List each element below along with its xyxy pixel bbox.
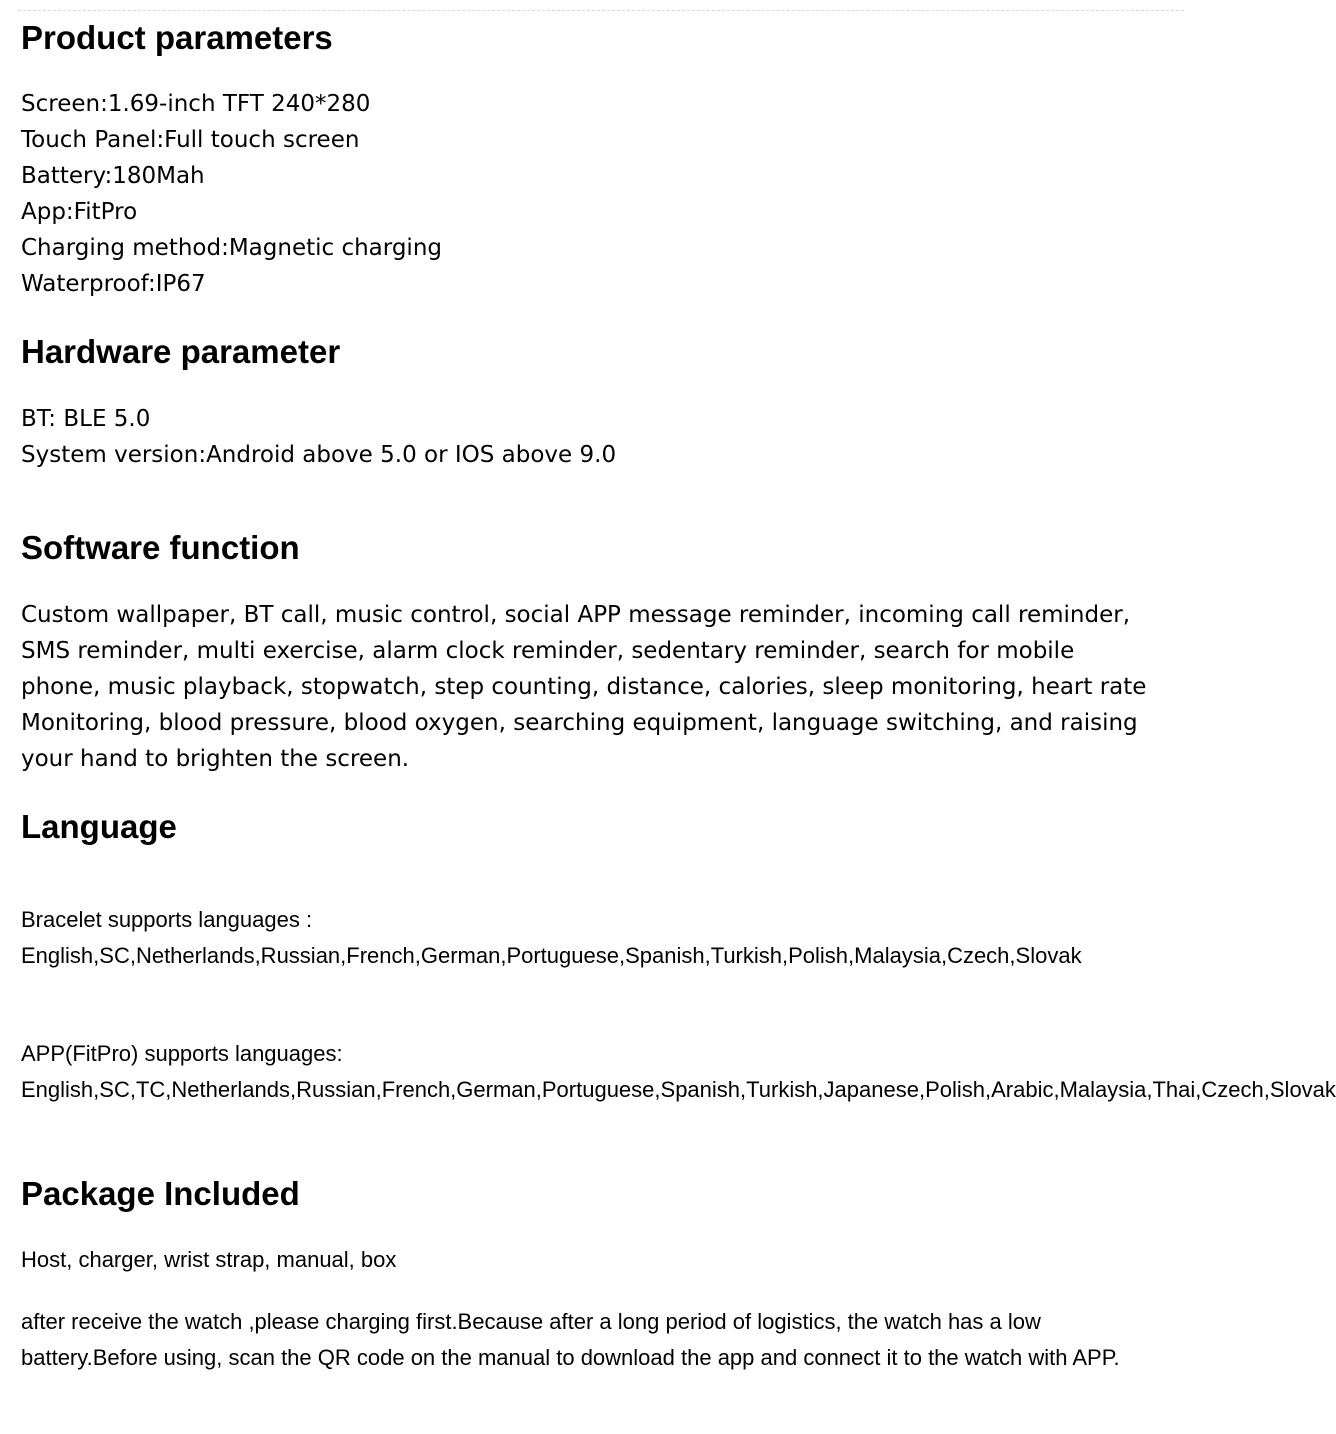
product-parameters-heading: Product parameters	[21, 19, 333, 56]
software-function-block	[21, 597, 1151, 777]
bracelet-languages-block	[21, 902, 1146, 974]
bracelet-languages-list: English,SC,Netherlands,Russian,French,German,Portuguese,Spanish,Turkish,Polish,Malaysia,Czech,Slovak	[21, 943, 1082, 968]
package-items: Host, charger, wrist strap, manual, box	[21, 1247, 397, 1272]
software-function-heading: Software function	[21, 529, 300, 566]
param-touch-panel: Touch Panel:Full touch screen	[21, 127, 360, 153]
package-included-heading: Package Included	[21, 1175, 300, 1212]
param-screen: Screen:1.69-inch TFT 240*280	[21, 91, 371, 117]
language-heading: Language	[21, 808, 177, 845]
app-languages-list: English,SC,TC,Netherlands,Russian,French,German,Portuguese,Spanish,Turkish,Japanese,Polish,Arabic,Malaysia,Thai,Czech,Slovak	[21, 1077, 1336, 1102]
hw-system-version: System version:Android above 5.0 or IOS above 9.0	[21, 442, 617, 468]
top-divider	[18, 10, 1184, 11]
package-note: after receive the watch ,please charging first.Because after a long period of logistics, the watch has a low battery.Before using, scan the QR code on the manual to download the app and connect it to the watch with APP.	[21, 1309, 1120, 1370]
param-waterproof: Waterproof:IP67	[21, 271, 206, 297]
hw-bt: BT: BLE 5.0	[21, 406, 151, 432]
package-items-block	[21, 1242, 396, 1278]
package-note-block	[21, 1304, 1136, 1376]
product-parameters-list	[21, 86, 442, 302]
app-languages-block	[21, 1036, 1336, 1108]
param-battery: Battery:180Mah	[21, 163, 205, 189]
software-function-text: Custom wallpaper, BT call, music control, social APP message reminder, incoming call reminder, SMS reminder, multi exercise, alarm clock reminder, sedentary reminder, search for mobile phone, music playback, stopwatch, step counting, distance, calories, sleep monitoring, heart rate Monitoring, blood pressure, blood oxygen, searching equipment, language switching, and raising your hand to brighten the screen.	[21, 602, 1147, 772]
hardware-parameter-list	[21, 401, 616, 473]
app-languages-label: APP(FitPro) supports languages:	[21, 1041, 343, 1066]
bracelet-languages-label: Bracelet supports languages :	[21, 907, 313, 932]
param-charging-method: Charging method:Magnetic charging	[21, 235, 442, 261]
param-app: App:FitPro	[21, 199, 138, 225]
hardware-parameter-heading: Hardware parameter	[21, 333, 341, 370]
